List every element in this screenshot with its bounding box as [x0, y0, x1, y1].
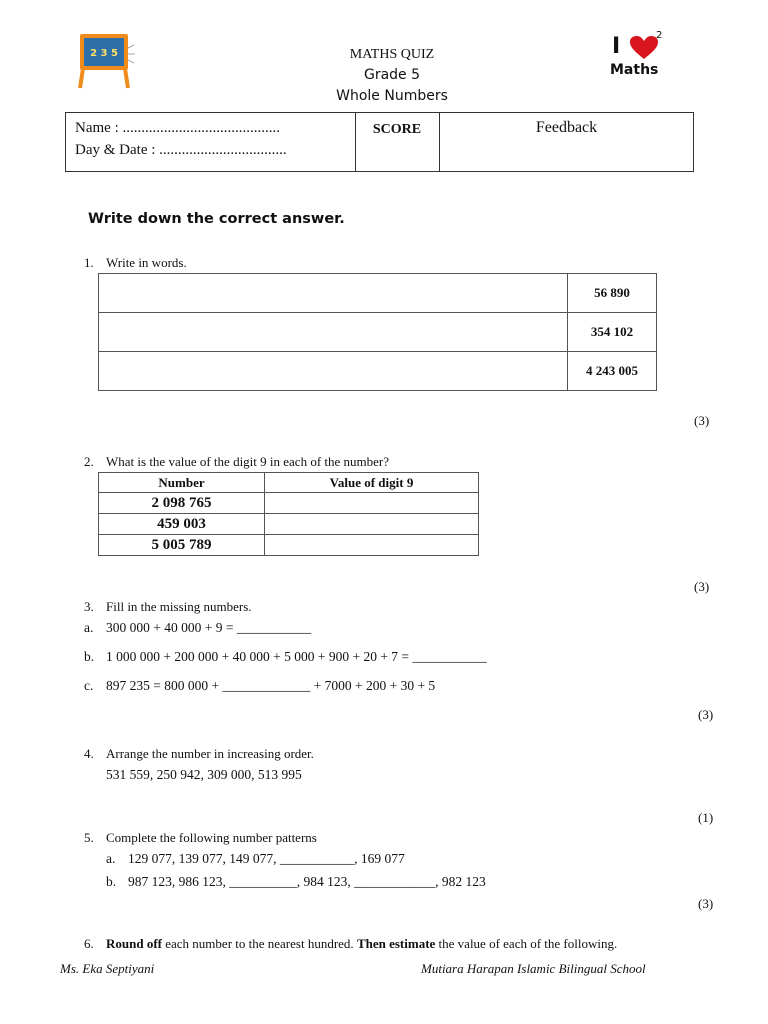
q1-number: 1.	[84, 255, 94, 270]
q3-number: 3.	[84, 599, 94, 614]
q1-number-cell: 354 102	[568, 313, 657, 352]
q2-col-number: Number	[99, 473, 265, 493]
q6-number: 6.	[84, 936, 94, 951]
q2-marks: (3)	[694, 579, 710, 594]
q3a-text: 300 000 + 40 000 + 9 = ___________	[106, 620, 312, 635]
q1-answer-cell[interactable]	[99, 274, 568, 313]
q3-text: Fill in the missing numbers.	[106, 599, 252, 614]
quiz-title: MATHS QUIZ	[349, 47, 435, 62]
q1-number-cell: 56 890	[568, 274, 657, 313]
board-digits: 2 3 5	[90, 48, 118, 59]
table-row	[99, 535, 479, 556]
name-date-cell	[66, 113, 356, 171]
logo-i-letter: I	[612, 34, 621, 59]
q2-number-cell: 5 005 789	[99, 535, 265, 556]
q1-marks: (3)	[694, 413, 710, 428]
q3c-text: 897 235 = 800 000 + _____________ + 7000 + 200 + 30 + 5	[106, 678, 436, 693]
q4-numbers: 531 559, 250 942, 309 000, 513 995	[106, 767, 302, 782]
q2-number: 2.	[84, 454, 94, 469]
q5b-text: 987 123, 986 123, __________, 984 123, ____________, 982 123	[128, 874, 486, 889]
q5-text: Complete the following number patterns	[106, 830, 317, 845]
logo-exponent: 2	[656, 30, 663, 41]
q3b-text: 1 000 000 + 200 000 + 40 000 + 5 000 + 900 + 20 + 7 = ___________	[106, 649, 487, 664]
q3b-label: b.	[84, 649, 95, 664]
table-row	[99, 514, 479, 535]
q1-answer-cell[interactable]	[99, 352, 568, 391]
table-header-row	[99, 473, 479, 493]
q5b-label: b.	[106, 874, 117, 889]
date-field[interactable]: Day & Date : ..................................	[75, 142, 287, 158]
q3c-label: c.	[84, 678, 94, 693]
q6-end-text: the value of each of the following.	[435, 936, 618, 951]
footer-school: Mutiara Harapan Islamic Bilingual School	[421, 961, 646, 976]
quiz-grade: Grade 5	[363, 67, 421, 83]
feedback-cell[interactable]	[440, 113, 693, 171]
i-love-maths-logo	[608, 30, 668, 82]
q6-mid-text: each number to the nearest hundred.	[162, 936, 357, 951]
q6-bold-round-off: Round off	[106, 936, 162, 951]
q2-answer-cell[interactable]	[265, 535, 479, 556]
footer-teacher: Ms. Eka Septiyani	[60, 961, 155, 976]
score-cell[interactable]	[355, 113, 440, 171]
q1-answer-cell[interactable]	[99, 313, 568, 352]
q2-answer-cell[interactable]	[265, 514, 479, 535]
table-row	[99, 274, 657, 313]
q2-number-cell: 459 003	[99, 514, 265, 535]
q3-marks: (3)	[698, 707, 714, 722]
q2-table	[98, 472, 479, 556]
table-row	[99, 493, 479, 514]
table-row	[99, 352, 657, 391]
logo-subtitle: Maths	[610, 62, 659, 78]
q2-col-value: Value of digit 9	[265, 473, 479, 493]
heart-icon	[630, 36, 658, 60]
instruction: Write down the correct answer.	[88, 211, 345, 227]
q5-marks: (3)	[698, 896, 714, 911]
student-info-box	[65, 112, 694, 172]
q4-number: 4.	[84, 746, 94, 761]
feedback-label: Feedback	[535, 119, 598, 136]
q4-marks: (1)	[698, 810, 714, 825]
q1-table	[98, 273, 657, 391]
q6-bold-estimate: Then estimate	[356, 936, 436, 951]
q6-text	[106, 936, 617, 952]
name-field[interactable]: Name : ..........................................	[75, 120, 280, 136]
q2-answer-cell[interactable]	[265, 493, 479, 514]
q5-number: 5.	[84, 830, 94, 845]
q5a-label: a.	[106, 851, 116, 866]
q2-number-cell: 2 098 765	[99, 493, 265, 514]
quiz-topic: Whole Numbers	[336, 88, 448, 104]
score-label: SCORE	[372, 122, 422, 137]
q3a-label: a.	[84, 620, 94, 635]
q1-number-cell: 4 243 005	[568, 352, 657, 391]
q1-text: Write in words.	[106, 255, 187, 270]
q4-text: Arrange the number in increasing order.	[106, 746, 314, 761]
q5a-text: 129 077, 139 077, 149 077, ___________, 169 077	[128, 851, 405, 866]
table-row	[99, 313, 657, 352]
q2-text: What is the value of the digit 9 in each of the number?	[106, 454, 390, 469]
